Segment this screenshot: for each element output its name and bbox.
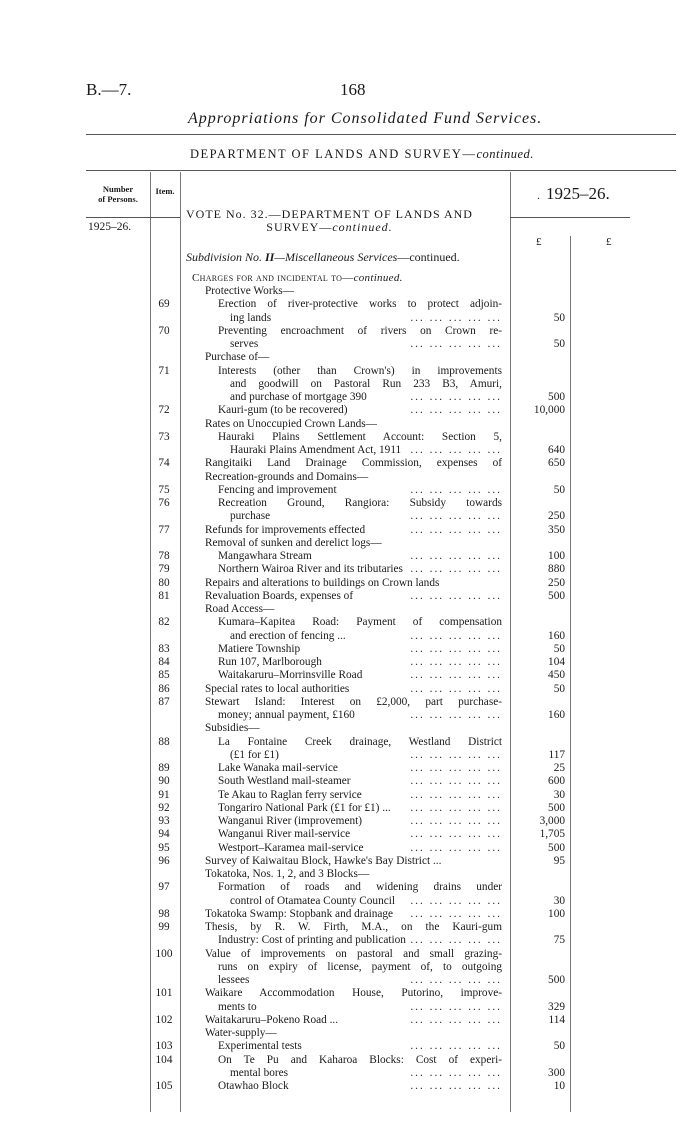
leader-dots: ... ... ... ... ... [410, 801, 502, 814]
item-description: Survey of Kaiwaitau Block, Hawke's Bay District ... [205, 854, 442, 867]
item-description: Recreation-grounds and Domains— [205, 470, 369, 483]
item-description: Waitakaruru–Morrinsville Road ... ... ... ... ... [218, 669, 502, 682]
item-amount: 100 [548, 550, 565, 562]
leader-dots: ... ... ... ... ... [410, 934, 502, 947]
item-description: Interests (other than Crown's) in improvements [218, 364, 502, 377]
item-amount: 500 [548, 974, 565, 986]
item-description: Waikare Accommodation House, Putorino, improve- [205, 987, 502, 1000]
item-number: 75 [158, 483, 170, 496]
item-description: Thesis, by R. W. Firth, M.A., on the Kauri-gum [205, 921, 502, 933]
item-description: Stewart Island: Interest on £2,000, part purchase- [205, 695, 502, 708]
table-row [0, 762, 700, 774]
item-number: 102 [155, 1013, 173, 1026]
item-number: 94 [158, 828, 170, 841]
leader-dots: ... ... ... ... ... [410, 338, 502, 350]
table-row [0, 365, 700, 377]
leader-dots: ... ... ... ... ... [410, 815, 502, 827]
table-row [0, 669, 700, 681]
table-row [0, 351, 700, 363]
item-description: Otawhao Block ... ... ... ... ... [218, 1080, 502, 1092]
item-amount: 50 [553, 338, 565, 350]
item-number: 90 [158, 775, 170, 788]
item-description: Special rates to local authorities ... ... ... ... ... [205, 682, 502, 695]
item-description: Matiere Township ... ... ... ... ... [218, 642, 502, 655]
item-amount: 500 [548, 391, 565, 403]
table-row [0, 802, 700, 814]
table-row [0, 895, 700, 907]
table-row [0, 285, 700, 297]
item-amount: 160 [548, 629, 565, 642]
item-description: Hauraki Plains Settlement Account: Section 5, [218, 430, 502, 443]
item-number: 74 [158, 457, 170, 470]
item-number: 82 [158, 616, 170, 629]
item-description: South Westland mail-steamer ... ... ... ... ... [218, 775, 502, 788]
item-amount: 30 [553, 894, 565, 907]
item-description: Formation of roads and widening drains under [218, 881, 502, 894]
table-row [0, 563, 700, 575]
item-amount: 640 [548, 444, 565, 456]
table-row [0, 908, 700, 920]
table-row [0, 338, 700, 350]
item-description: ing lands ... ... ... ... ... [230, 311, 502, 324]
leader-dots: ... ... ... ... ... [410, 775, 502, 788]
table-row [0, 683, 700, 695]
leader-dots: ... ... ... ... ... [410, 974, 502, 986]
subdivision-dash: — [274, 250, 286, 264]
item-number: 69 [158, 298, 170, 311]
table-row [0, 404, 700, 416]
leader-dots: ... ... ... ... ... [410, 1066, 502, 1079]
item-description: purchase ... ... ... ... ... [230, 510, 502, 523]
table-row [0, 1080, 700, 1092]
table-row [0, 961, 700, 973]
item-description: On Te Pu and Kaharoa Blocks: Cost of experi- [218, 1053, 502, 1066]
item-number: 70 [158, 324, 170, 337]
leader-dots: ... ... ... ... ... [410, 1000, 502, 1013]
table-row [0, 828, 700, 840]
item-description: Te Akau to Raglan ferry service ... ... ... ... ... [218, 788, 502, 801]
item-number: 103 [155, 1040, 173, 1053]
subdivision-number: II [265, 250, 275, 264]
item-description: money; annual payment, £160 ... ... ... ... ... [218, 709, 502, 721]
table-row [0, 1067, 700, 1079]
item-description: mental bores ... ... ... ... ... [230, 1066, 502, 1079]
persons-header-line2: of Persons. [98, 194, 138, 204]
item-description: Removal of sunken and derelict logs— [205, 536, 382, 549]
leader-dots: ... ... ... ... ... [410, 841, 502, 854]
item-description: Kauri-gum (to be recovered) ... ... ... ... ... [218, 404, 502, 417]
page-number: 168 [340, 80, 366, 99]
table-row [0, 444, 700, 456]
table-row [0, 868, 700, 880]
leader-dots: ... ... ... ... ... [410, 788, 502, 801]
item-description: (£1 for £1) ... ... ... ... ... [230, 748, 502, 761]
leader-dots: ... ... ... ... ... [410, 748, 502, 761]
subdivision-heading [186, 250, 460, 265]
department-name: DEPARTMENT OF LANDS AND SURVEY— [190, 147, 477, 161]
item-amount: 880 [548, 563, 565, 576]
item-number: 79 [158, 563, 170, 576]
item-description: Water-supply— [205, 1027, 277, 1039]
item-description: Wanganui River (improvement) ... ... ... ... ... [218, 815, 502, 827]
item-number: 101 [155, 987, 173, 1000]
item-description: Fencing and improvement ... ... ... ... ... [218, 483, 502, 496]
item-amount: 75 [553, 934, 565, 947]
document-reference: B.—7. [86, 80, 132, 99]
leader-dots: ... ... ... ... ... [410, 404, 502, 417]
persons-header-line1: Number [102, 184, 134, 194]
persons-header-rule [86, 217, 180, 218]
table-row [0, 471, 700, 483]
table-row [0, 736, 700, 748]
item-description: and erection of fencing ... ... ... ... ... ... [230, 629, 502, 642]
item-amount: 300 [548, 1066, 565, 1079]
item-number: 92 [158, 801, 170, 814]
item-description: Purchase of— [205, 351, 270, 364]
item-description: lessees ... ... ... ... ... [218, 974, 502, 986]
item-description: Road Access— [205, 603, 275, 615]
leader-dots: ... ... ... ... ... [410, 907, 502, 920]
item-amount: 329 [548, 1000, 565, 1013]
item-amount: 95 [553, 854, 565, 867]
table-row [0, 815, 700, 827]
item-amount: 500 [548, 589, 565, 602]
item-description: La Fontaine Creek drainage, Westland District [218, 735, 502, 748]
item-description: Rangitaiki Land Drainage Commission, expenses of [205, 457, 502, 470]
table-row [0, 630, 700, 642]
item-amount: 160 [548, 709, 565, 721]
department-heading [190, 147, 534, 162]
leader-dots: ... ... ... ... ... [410, 682, 502, 695]
item-number: 96 [158, 854, 170, 867]
item-number: 73 [158, 430, 170, 443]
vote-line1: VOTE No. 32.—DEPARTMENT OF LANDS AND [186, 207, 473, 221]
page-title: Appropriations for Consolidated Fund Services. [188, 110, 543, 127]
currency-pounds-1: £ [536, 236, 542, 248]
item-number: 99 [158, 921, 170, 933]
item-amount: 50 [553, 642, 565, 655]
subdivision-continued: —continued. [397, 250, 460, 264]
item-amount: 250 [548, 510, 565, 523]
leader-dots: ... ... ... ... ... [410, 762, 502, 774]
item-amount: 100 [548, 907, 565, 920]
leader-dots: ... ... ... ... ... [410, 656, 502, 668]
item-number: 84 [158, 656, 170, 668]
persons-column-header [86, 184, 150, 204]
item-description: Protective Works— [205, 285, 294, 297]
item-description: Wanganui River mail-service ... ... ... ... ... [218, 828, 502, 841]
table-row [0, 855, 700, 867]
leader-dots: ... ... ... ... ... [410, 1013, 502, 1026]
item-amount: 104 [548, 656, 565, 668]
item-description: and purchase of mortgage 390 ... ... ... ... ... [230, 391, 502, 403]
item-number: 104 [155, 1053, 173, 1066]
item-amount: 10 [553, 1080, 565, 1092]
table-row [0, 378, 700, 390]
item-number: 83 [158, 642, 170, 655]
item-amount: 250 [548, 576, 565, 589]
year-header-rule [510, 217, 630, 218]
vote-line2: SURVEY—continued. [266, 220, 393, 234]
leader-dots: ... ... ... ... ... [410, 1040, 502, 1053]
table-row [0, 312, 700, 324]
table-row [0, 656, 700, 668]
leader-dots: ... ... ... ... ... [410, 669, 502, 682]
item-number: 91 [158, 788, 170, 801]
item-number: 77 [158, 523, 170, 536]
item-description: Erection of river-protective works to protect adjoin- [218, 298, 502, 311]
item-description: Subsidies— [205, 722, 260, 735]
table-row [0, 934, 700, 946]
table-row [0, 722, 700, 734]
table-row [0, 1001, 700, 1013]
item-description: Industry: Cost of printing and publication ... ... ... ... ... [218, 934, 502, 947]
item-number: 105 [155, 1080, 173, 1092]
table-row [0, 616, 700, 628]
item-number: 100 [155, 947, 173, 960]
leader-dots: ... ... ... ... ... [410, 391, 502, 403]
table-row [0, 391, 700, 403]
item-number: 72 [158, 404, 170, 417]
item-description: Mangawhara Stream ... ... ... ... ... [218, 550, 502, 562]
table-row [0, 325, 700, 337]
item-number: 85 [158, 669, 170, 682]
table-row [0, 550, 700, 562]
persons-period: 1925–26. [88, 221, 132, 233]
item-number: 71 [158, 364, 170, 377]
department-continued: continued. [476, 147, 534, 161]
leader-dots: ... ... ... ... ... [410, 311, 502, 324]
table-row [0, 1027, 700, 1039]
table-row [0, 537, 700, 549]
item-description: Hauraki Plains Amendment Act, 1911 ... ... ... ... ... [230, 444, 502, 456]
currency-pounds-2: £ [606, 236, 612, 248]
table-row [0, 1040, 700, 1052]
table-row [0, 696, 700, 708]
item-number: 81 [158, 589, 170, 602]
table-row [0, 775, 700, 787]
table-row [0, 590, 700, 602]
table-row [0, 524, 700, 536]
item-number: 78 [158, 550, 170, 562]
item-amount: 500 [548, 801, 565, 814]
leader-dots: ... ... ... ... ... [410, 828, 502, 841]
leader-dots: ... ... ... ... ... [410, 589, 502, 602]
table-row [0, 709, 700, 721]
item-amount: 50 [553, 1040, 565, 1053]
item-amount: 50 [553, 483, 565, 496]
item-description: Westport–Karamea mail-service ... ... ... ... ... [218, 841, 502, 854]
leader-dots: ... ... ... ... ... [410, 894, 502, 907]
table-row [0, 948, 700, 960]
year-column-header [537, 184, 610, 204]
table-row [0, 497, 700, 509]
table-row [0, 987, 700, 999]
table-row [0, 974, 700, 986]
item-amount: 25 [553, 762, 565, 774]
item-number: 89 [158, 762, 170, 774]
table-row [0, 881, 700, 893]
subdivision-prefix: Subdivision No. [186, 250, 266, 264]
table-row [0, 298, 700, 310]
vote-continued: continued. [332, 220, 393, 234]
item-description: and goodwill on Pastoral Run 233 B3, Amuri, [230, 377, 502, 390]
item-number: 88 [158, 735, 170, 748]
item-number: 93 [158, 815, 170, 827]
item-amount: 3,000 [539, 815, 565, 827]
department-rule [86, 170, 676, 171]
item-amount: 10,000 [533, 404, 565, 417]
item-amount: 500 [548, 841, 565, 854]
item-description: runs on expiry of license, payment of, to outgoing [218, 960, 502, 973]
item-description: serves ... ... ... ... ... [230, 338, 502, 350]
item-description: Tokatoka Swamp: Stopbank and drainage ... ... ... ... ... [205, 907, 502, 920]
item-amount: 114 [548, 1013, 565, 1026]
item-number: 76 [158, 497, 170, 509]
item-description: Northern Wairoa River and its tributaries ... ... ... ... ... [218, 563, 502, 576]
item-description: Recreation Ground, Rangiora: Subsidy towards [218, 497, 502, 509]
table-row [0, 643, 700, 655]
item-number: 97 [158, 881, 170, 894]
item-description: Tokatoka, Nos. 1, 2, and 3 Blocks— [205, 868, 370, 880]
item-description: Repairs and alterations to buildings on Crown lands [205, 576, 440, 589]
table-row [0, 749, 700, 761]
charges-heading [192, 272, 403, 284]
leader-dots: ... ... ... ... ... [410, 483, 502, 496]
item-description: Refunds for improvements effected ... ... ... ... ... [205, 523, 502, 536]
item-amount: 350 [548, 523, 565, 536]
item-description: Kumara–Kapitea Road: Payment of compensation [218, 616, 502, 629]
leader-dots: ... ... ... ... ... [410, 550, 502, 562]
year-label: 1925–26. [546, 184, 610, 203]
leader-dots: ... ... ... ... ... [410, 563, 502, 576]
item-number: 98 [158, 907, 170, 920]
subdivision-name: Miscellaneous Services [285, 250, 398, 264]
item-column-header: Item. [155, 186, 175, 196]
item-amount: 600 [548, 775, 565, 788]
table-row [0, 789, 700, 801]
leader-dots: ... ... ... ... ... [410, 642, 502, 655]
leader-dots: ... ... ... ... ... [410, 629, 502, 642]
item-number: 95 [158, 841, 170, 854]
table-row [0, 842, 700, 854]
table-row [0, 921, 700, 933]
item-amount: 50 [553, 311, 565, 324]
item-amount: 650 [548, 457, 565, 470]
item-description: ments to ... ... ... ... ... [218, 1000, 502, 1013]
leader-dots: ... ... ... ... ... [410, 523, 502, 536]
vote-heading [186, 208, 473, 234]
item-description: Rates on Unoccupied Crown Lands— [205, 417, 377, 430]
table-row [0, 577, 700, 589]
item-amount: 117 [548, 748, 565, 761]
item-description: control of Otamatea County Council ... ... ... ... ... [230, 894, 502, 907]
item-description: Waitakaruru–Pokeno Road ... ... ... ... ... ... [205, 1013, 502, 1026]
year-prefix: . [537, 188, 540, 202]
table-row [0, 431, 700, 443]
item-amount: 30 [553, 788, 565, 801]
charges-text: Charges for and incidental to— [192, 272, 354, 284]
item-description: Value of improvements on pastoral and small grazing- [205, 947, 502, 960]
table-row [0, 1014, 700, 1026]
item-description: Tongariro National Park (£1 for £1) ... ... ... ... ... ... [218, 801, 502, 814]
table-row [0, 457, 700, 469]
item-amount: 1,705 [539, 828, 565, 841]
leader-dots: ... ... ... ... ... [410, 709, 502, 721]
item-number: 87 [158, 695, 170, 708]
item-amount: 450 [548, 669, 565, 682]
table-row [0, 510, 700, 522]
table-row [0, 1054, 700, 1066]
item-amount: 50 [553, 682, 565, 695]
leader-dots: ... ... ... ... ... [410, 444, 502, 456]
charges-continued: continued. [353, 272, 403, 284]
table-row [0, 418, 700, 430]
table-row [0, 603, 700, 615]
item-description: Experimental tests ... ... ... ... ... [218, 1040, 502, 1053]
item-number: 80 [158, 576, 170, 589]
item-description: Run 107, Marlborough ... ... ... ... ... [218, 656, 502, 668]
item-description: Preventing encroachment of rivers on Crown re- [218, 324, 502, 337]
leader-dots: ... ... ... ... ... [410, 510, 502, 523]
item-number: 86 [158, 682, 170, 695]
title-rule [86, 134, 676, 135]
leader-dots: ... ... ... ... ... [410, 1080, 502, 1092]
item-description: Lake Wanaka mail-service ... ... ... ... ... [218, 762, 502, 774]
table-row [0, 484, 700, 496]
item-description: Revaluation Boards, expenses of ... ... ... ... ... [205, 589, 502, 602]
